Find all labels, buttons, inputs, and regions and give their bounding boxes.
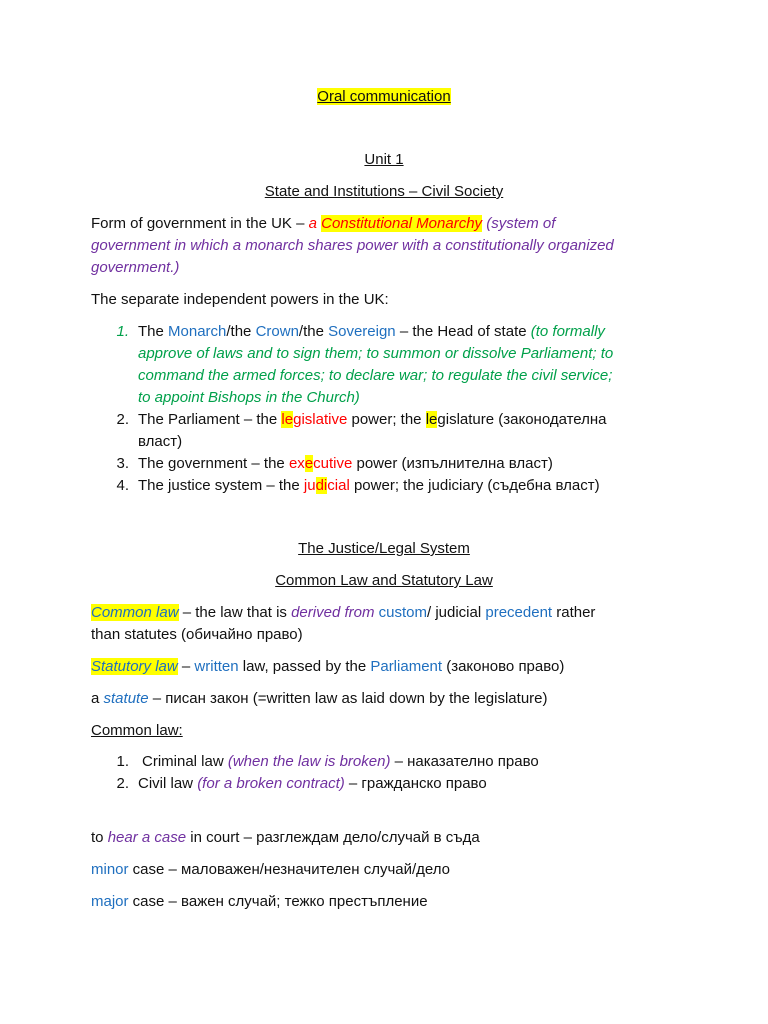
judicial-ju: ju [303, 477, 316, 494]
written-term: written [194, 658, 239, 675]
power-1-rest: – the Head of state [395, 323, 531, 340]
civil-law-text: Civil law [138, 775, 198, 792]
vocab-3-text: case – важен случай; тежко престъпление [128, 893, 428, 910]
custom-term: custom [378, 604, 427, 621]
power-3-text-a: The government – the [138, 455, 289, 472]
section1-heading [0, 182, 768, 202]
law-type-2-number: 2. [116, 775, 129, 792]
power-2-text-a: The Parliament – the [138, 411, 282, 428]
unit-text: Unit 1 [364, 151, 404, 168]
power-2-text-c: gislature (законодателна [437, 411, 607, 428]
power-1-sep1: /the [226, 323, 256, 340]
common-law-term: Common law [91, 604, 179, 621]
power-1-note4: to appoint Bishops in the Church) [138, 389, 360, 406]
civil-law-note: (for a broken contract) [197, 775, 345, 792]
law-type-2-line [138, 774, 487, 794]
form-gov-line1 [91, 214, 555, 234]
form-gov-line2: government in which a monarch shares power with a constitutionally organized [91, 237, 614, 254]
power-1-note1: (to formally [530, 323, 605, 340]
form-gov-a: a [308, 215, 322, 232]
power-1-line1 [138, 322, 605, 342]
criminal-law-translation: – наказателно право [390, 753, 539, 770]
statute-text-a: a [91, 690, 104, 707]
power-1-note3: command the armed forces; to declare war; to regulate the civil service; [138, 367, 613, 384]
form-gov-def1: (system of [482, 215, 556, 232]
executive-ex: ex [288, 455, 305, 472]
law-type-1-number: 1. [116, 753, 129, 770]
common-law-text-a: – the law that is [178, 604, 292, 621]
civil-law-translation: – гражданско право [344, 775, 487, 792]
statutory-text-b: law, passed by the [238, 658, 371, 675]
constitutional-monarchy-term: Constitutional Monarchy [321, 215, 483, 232]
form-gov-lead: Form of government in the UK – [91, 215, 309, 232]
sovereign-term: Sovereign [328, 323, 396, 340]
power-4-number: 4. [116, 477, 129, 494]
executive-term: cutive [313, 455, 353, 472]
criminal-law-text: Criminal law [142, 753, 228, 770]
title-text: Oral communication [317, 88, 451, 105]
vocab-minor-case [91, 860, 450, 880]
vocab-major-case [91, 892, 428, 912]
power-2-line2: власт) [138, 433, 183, 450]
legislature-highlight: le [425, 411, 438, 428]
common-law-line1 [91, 603, 595, 623]
parliament-term: Parliament [370, 658, 443, 675]
power-4-line [138, 476, 600, 496]
section1-heading-text: State and Institutions – Civil Society [264, 183, 504, 200]
section2-sub-text: Common Law and Statutory Law [275, 572, 493, 589]
minor-term: minor [91, 861, 129, 878]
criminal-law-note: (when the law is broken) [227, 753, 391, 770]
power-1-sep2: /the [298, 323, 329, 340]
power-1-note2: approve of laws and to sign them; to summon or dissolve Parliament; to [138, 345, 614, 362]
statute-line [91, 689, 548, 709]
common-law-heading [91, 721, 183, 741]
vocab-hear-case [91, 828, 480, 848]
executive-highlight: e [304, 455, 314, 472]
power-4-text-a: The justice system – the [138, 477, 304, 494]
section2-heading-text: The Justice/Legal System [298, 540, 470, 557]
power-2-number: 2. [116, 411, 129, 428]
common-law-line2: than statutes (обичайно право) [91, 626, 303, 643]
power-1-the: The [138, 323, 169, 340]
common-law-heading-text: Common law: [91, 722, 183, 739]
statute-term: statute [103, 690, 149, 707]
unit-heading [0, 150, 768, 170]
crown-term: Crown [255, 323, 299, 340]
judicial-highlight: di [315, 477, 328, 494]
monarch-term: Monarch [168, 323, 227, 340]
power-3-line [138, 454, 553, 474]
law-type-1-line [142, 752, 539, 772]
statutory-text-c: (законово право) [442, 658, 565, 675]
statutory-law-term: Statutory law [91, 658, 178, 675]
section2-heading [0, 539, 768, 559]
legislative-highlight: le [281, 411, 294, 428]
hear-a-case-term: hear a case [107, 829, 187, 846]
form-gov-line3: government.) [91, 259, 180, 276]
power-2-line1 [138, 410, 607, 430]
common-law-text-c: rather [552, 604, 596, 621]
derived-from-term: derived from [291, 604, 375, 621]
major-term: major [91, 893, 129, 910]
vocab-1-text-a: to [91, 829, 108, 846]
common-law-text-b: / judicial [427, 604, 486, 621]
power-2-text-b: power; the [347, 411, 426, 428]
vocab-1-text-b: in court – разглеждам дело/случай в съда [186, 829, 480, 846]
judicial-term: cial [327, 477, 350, 494]
powers-intro: The separate independent powers in the UK: [91, 291, 389, 308]
statute-text-b: – писан закон (=written law as laid down by the legislature) [148, 690, 548, 707]
power-1-number: 1. [116, 323, 129, 340]
precedent-term: precedent [485, 604, 553, 621]
power-3-number: 3. [116, 455, 129, 472]
legislative-term: gislative [293, 411, 348, 428]
statutory-law-line [91, 657, 564, 677]
section2-subheading [0, 571, 768, 591]
document-title [0, 87, 768, 107]
vocab-2-text: case – маловажен/незначителен случай/дело [128, 861, 451, 878]
power-3-text-b: power (изпълнителна власт) [352, 455, 553, 472]
power-4-text-b: power; the judiciary (съдебна власт) [349, 477, 600, 494]
statutory-text-a: – [177, 658, 195, 675]
